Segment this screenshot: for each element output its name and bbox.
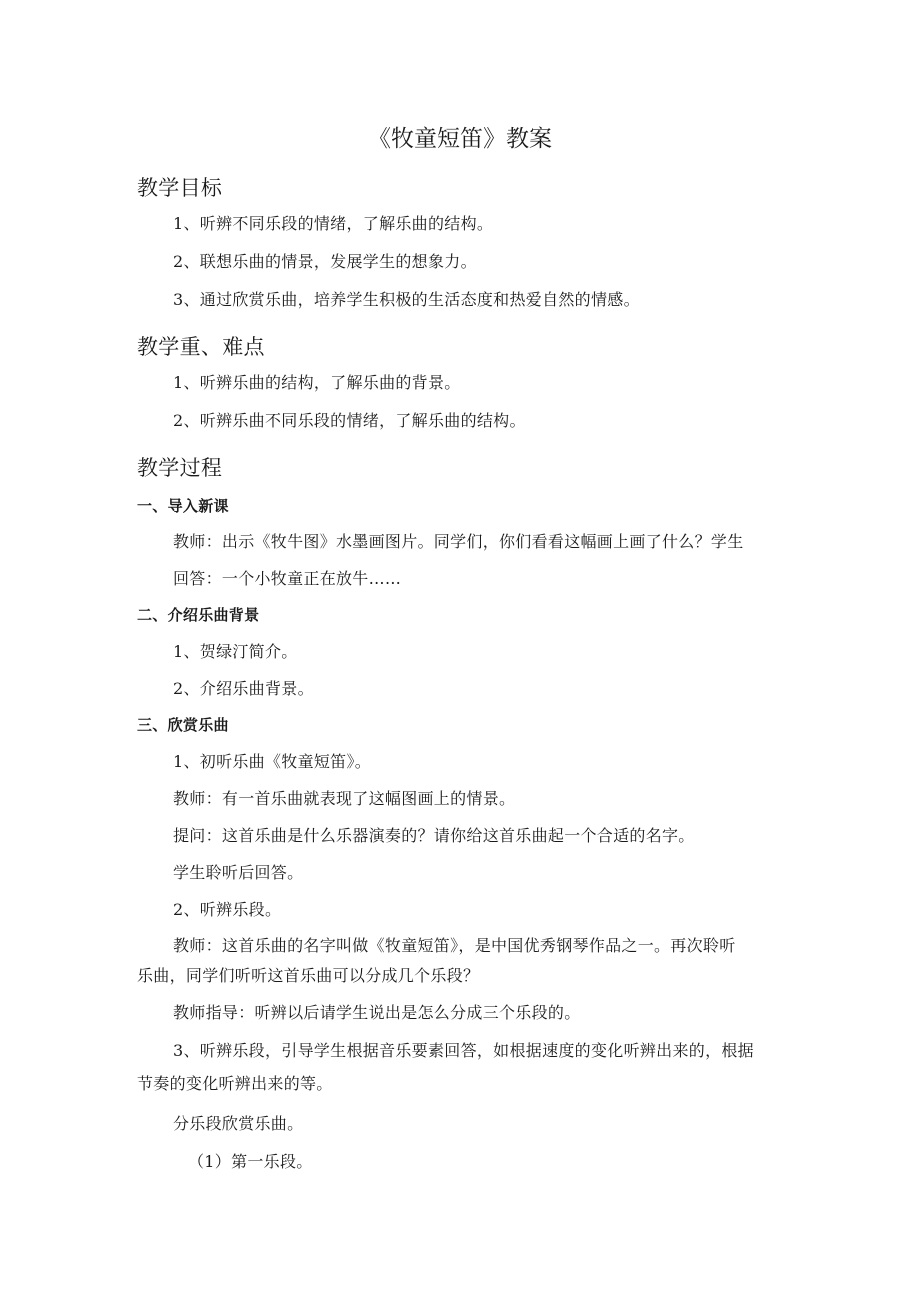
paragraph-line: （1）第一乐段。 [188,1152,313,1171]
paragraph-line: 教师：这首乐曲的名字叫做《牧童短笛》，是中国优秀钢琴作品之一。再次聆听 [173,936,736,955]
objectives-heading: 教学目标 [137,176,223,200]
paragraph-line: 教师：有一首乐曲就表现了这幅图画上的情景。 [173,789,516,808]
objective-item: 3、通过欣赏乐曲，培养学生积极的生活态度和热爱自然的情感。 [173,290,640,309]
paragraph-line: 2、介绍乐曲背景。 [173,679,314,698]
document-title: 《牧童短笛》教案 [368,126,552,152]
objective-item: 1、听辨不同乐段的情绪，了解乐曲的结构。 [173,214,494,233]
key-point-item: 2、听辨乐曲不同乐段的情绪，了解乐曲的结构。 [173,411,526,430]
key-points-heading: 教学重、难点 [137,335,265,359]
paragraph-line: 节奏的变化听辨出来的等。 [137,1074,333,1093]
paragraph-line: 2、听辨乐段。 [173,900,282,919]
paragraph-line: 提问：这首乐曲是什么乐器演奏的？请你给这首乐曲起一个合适的名字。 [173,826,695,845]
objective-item: 2、联想乐曲的情景，发展学生的想象力。 [173,252,477,271]
process-heading: 教学过程 [137,456,223,480]
intro-heading: 一、导入新课 [137,497,229,515]
paragraph-line: 学生聆听后回答。 [173,863,304,882]
paragraph-line: 1、贺绿汀简介。 [173,642,298,661]
paragraph-line: 分乐段欣赏乐曲。 [173,1114,304,1133]
paragraph-line: 回答：一个小牧童正在放牛…… [173,569,402,588]
paragraph-line: 1、初听乐曲《牧童短笛》。 [173,752,372,771]
background-heading: 二、介绍乐曲背景 [137,606,260,624]
key-point-item: 1、听辨乐曲的结构，了解乐曲的背景。 [173,373,461,392]
paragraph-line: 3、听辨乐段，引导学生根据音乐要素回答，如根据速度的变化听辨出来的，根据 [173,1041,754,1060]
paragraph-line: 教师：出示《牧牛图》水墨画图片。同学们，你们看看这幅画上画了什么？学生 [173,532,744,551]
paragraph-line: 乐曲，同学们听听这首乐曲可以分成几个乐段？ [137,966,480,985]
appreciation-heading: 三、欣赏乐曲 [137,716,229,734]
paragraph-line: 教师指导：听辨以后请学生说出是怎么分成三个乐段的。 [173,1003,581,1022]
